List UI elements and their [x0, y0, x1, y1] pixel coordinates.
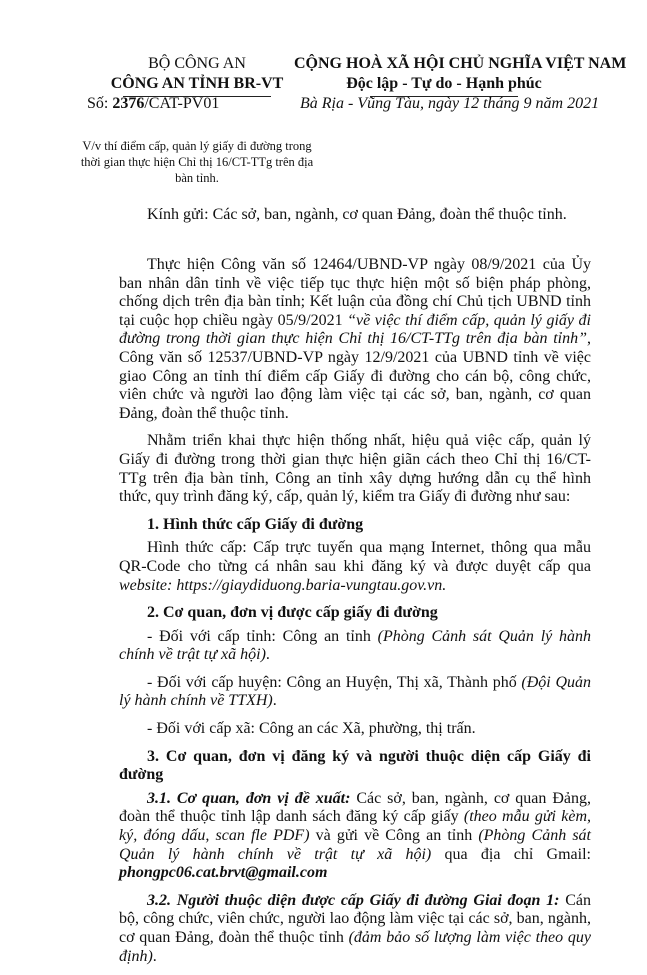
agency-ministry: BỘ CÔNG AN — [148, 55, 246, 72]
section-2-heading: 2. Cơ quan, đơn vị được cấp giấy đi đường — [147, 604, 438, 622]
section-2-item: - Đối với cấp xã: Công an các Xã, phường, thị trấn. — [147, 720, 476, 738]
document-number: Số: 2376/CAT-PV01 — [87, 95, 220, 112]
section-3-2-text: 3.2. Người thuộc diện được cấp Giấy đi đường Giai đoạn 1: Cán bộ, công chức, viên chức, người lao động làm việc tại các sở, ban, ngành, cơ quan Đảng, đoàn thể thuộc tỉnh (đảm bảo số lượng làm việc theo quy định). — [119, 891, 592, 965]
section-3-1-text: 3.1. Cơ quan, đơn vị đề xuất: Các sở, ban, ngành, cơ quan Đảng, đoàn thể thuộc tỉnh lập danh sách đăng ký cấp giấy (theo mẫu gửi kèm, ký, đóng dấu, scan fle PDF) và gửi về Công an tỉnh (Phòng Cảnh sát Quản lý hành chính về trật tự xã hội) qua địa chỉ Gmail: phongpc06.cat.brvt@gmail.com — [119, 789, 592, 882]
national-header — [294, 54, 627, 94]
paragraph-intro: Thực hiện Công văn số 12464/UBND-VP ngày 08/9/2021 của Ủy ban nhân dân tỉnh về việc tiếp tục thực hiện một số biện pháp phòng, chống dịch trên địa bàn tỉnh; Kết luận của đồng chí Chủ tịch UBND tỉnh tại cuộc họp chiều ngày 05/9/2021 “về việc thí điểm cấp, quản lý giấy đi đường trong thời gian thực hiện Chỉ thị 16/CT-TTg trên địa bàn tỉnh”, Công văn số 12537/UBND-VP ngày 12/9/2021 của UBND tỉnh về việc giao Công an tỉnh thí điểm cấp Giấy đi đường cho cán bộ, công chức, viên chức và người lao động làm việc tại các sở, ban, ngành, cơ quan Đảng, đoàn thể thuộc tỉnh. — [119, 256, 591, 422]
document-date: Bà Rịa - Vũng Tàu, ngày 12 tháng 9 năm 2021 — [300, 95, 600, 112]
contact-email: phongpc06.cat.brvt@gmail.com — [119, 864, 328, 882]
section-1-heading: 1. Hình thức cấp Giấy đi đường — [147, 515, 364, 533]
section-2-item: - Đối với cấp huyện: Công an Huyện, Thị xã, Thành phố (Đội Quản lý hành chính về TTXH). — [119, 673, 592, 710]
agency-provincial-police: CÔNG AN TỈNH BR-VT — [110, 75, 284, 92]
section-3-heading: 3. Cơ quan, đơn vị đăng ký và người thuộc diện cấp Giấy đi đường — [119, 747, 591, 784]
recipient-line: Kính gửi: Các sở, ban, ngành, cơ quan Đảng, đoàn thể thuộc tỉnh. — [147, 206, 567, 223]
section-1-text: Hình thức cấp: Cấp trực tuyến qua mạng Internet, thông qua mẫu QR-Code cho từng cá nhân sau khi đăng ký và được duyệt cấp qua website: https://giaydiduong.baria-vungtau.gov.vn. — [119, 539, 591, 594]
section-2-item: - Đối với cấp tỉnh: Công an tỉnh (Phòng Cảnh sát Quản lý hành chính về trật tự xã hội). — [119, 627, 592, 664]
paragraph-purpose: Nhằm triển khai thực hiện thống nhất, hiệu quả việc cấp, quản lý Giấy đi đường trong thời gian thực hiện giãn cách theo Chỉ thị 16/CT-TTg trên địa bàn tỉnh, Công an tỉnh xây dựng hướng dẫn cụ thể hình thức, quy trình đăng ký, cấp, quản lý, kiểm tra Giấy đi đường như sau: — [119, 432, 591, 506]
national-motto: Độc lập - Tự do - Hạnh phúc — [346, 75, 542, 92]
agency-header — [72, 54, 322, 94]
document-subject: V/v thí điểm cấp, quản lý giấy đi đường trong thời gian thực hiện Chỉ thị 16/CT-TTg trên địa bàn tỉnh. — [80, 139, 314, 185]
document-body — [119, 256, 591, 975]
national-title: CỘNG HOÀ XÃ HỘI CHỦ NGHĨA VIỆT NAM — [294, 55, 627, 72]
